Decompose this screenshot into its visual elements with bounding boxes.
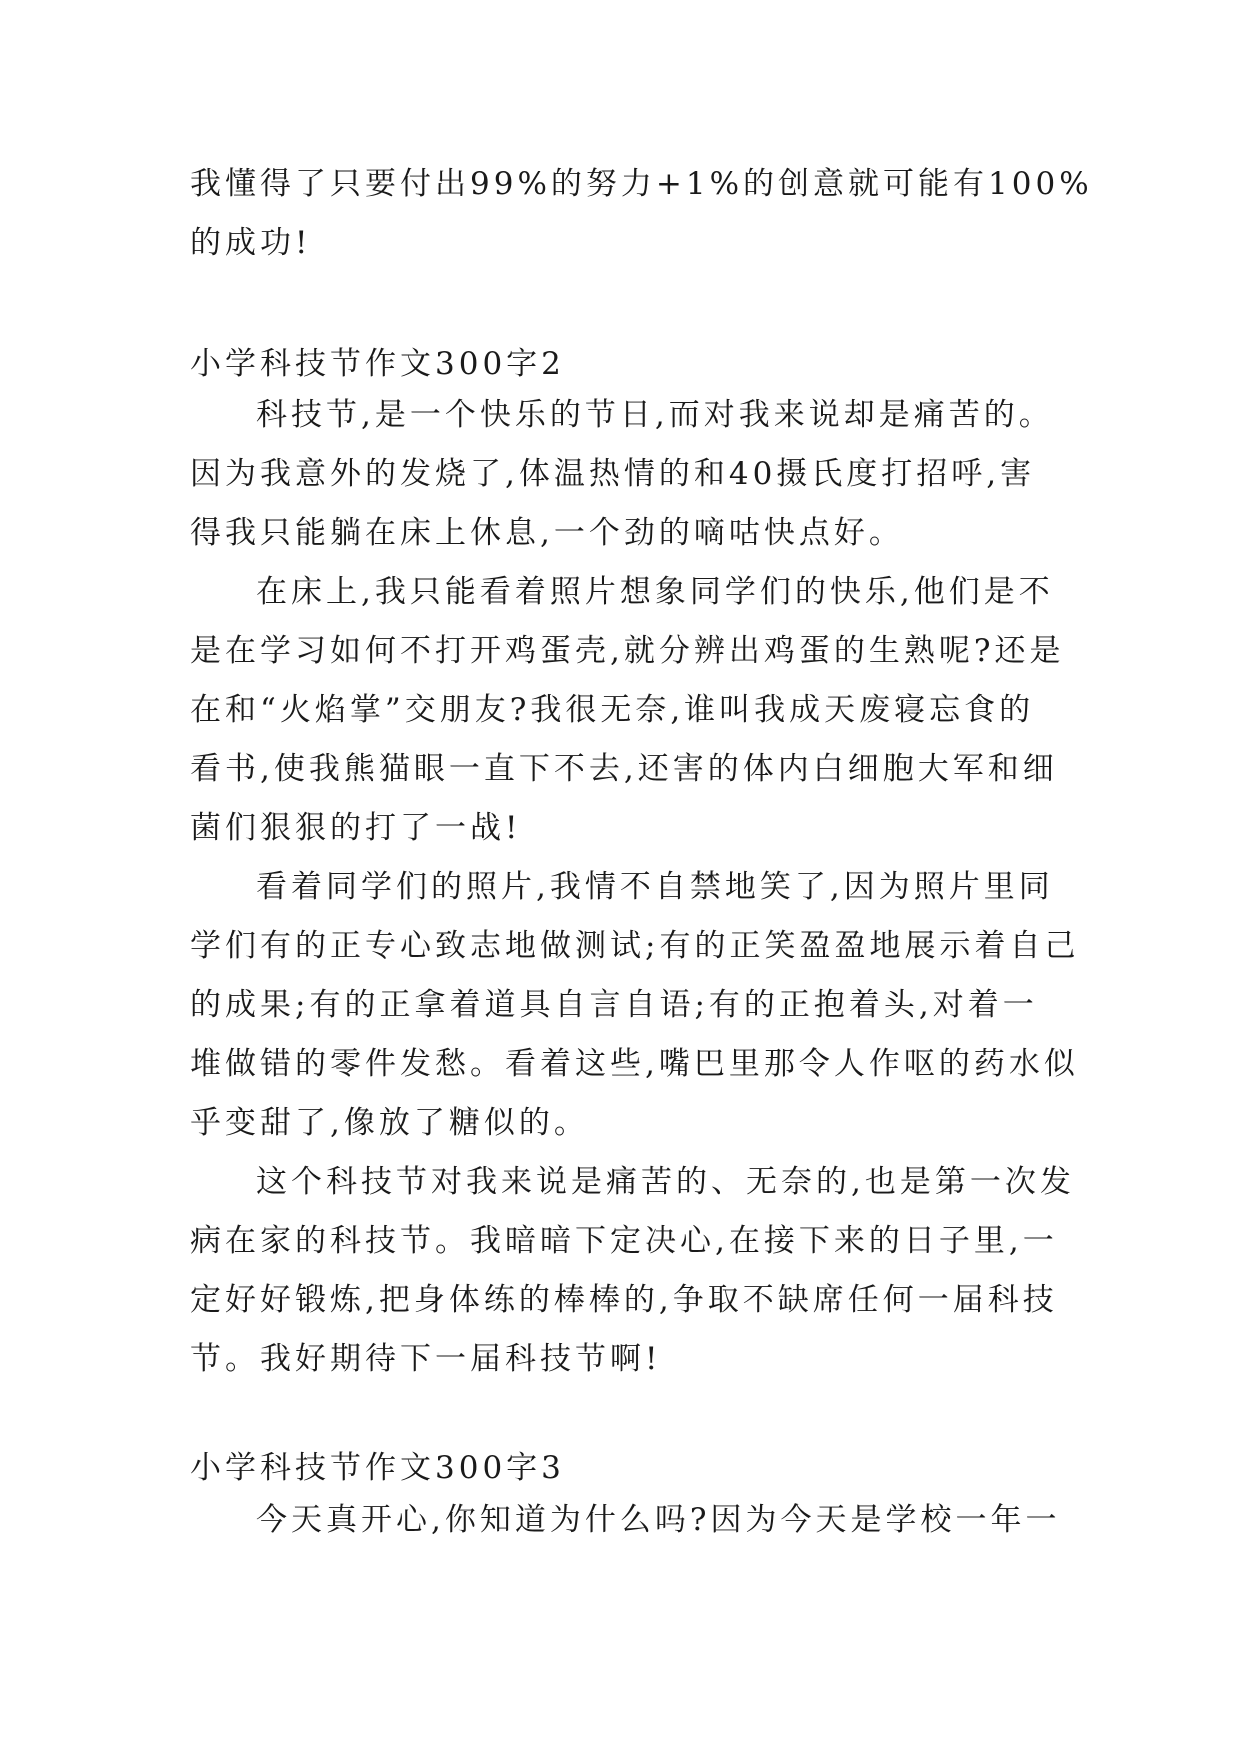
paragraph-line: 的成果;有的正拿着道具自言自语;有的正抱着头,对着一 bbox=[190, 987, 1038, 1023]
paragraph-line: 菌们狠狠的打了一战! bbox=[190, 810, 522, 846]
paragraph-line: 是在学习如何不打开鸡蛋壳,就分辨出鸡蛋的生熟呢?还是 bbox=[190, 633, 1065, 669]
paragraph-line: 我懂得了只要付出99%的努力+1%的创意就可能有100% bbox=[190, 166, 1093, 202]
paragraph-line: 科技节,是一个快乐的节日,而对我来说却是痛苦的。 bbox=[256, 397, 1054, 433]
paragraph-line: 的成功! bbox=[190, 225, 312, 261]
paragraph-line: 堆做错的零件发愁。看着这些,嘴巴里那令人作呕的药水似 bbox=[190, 1046, 1079, 1082]
paragraph-line: 在床上,我只能看着照片想象同学们的快乐,他们是不 bbox=[256, 574, 1054, 610]
paragraph-line: 病在家的科技节。我暗暗下定决心,在接下来的日子里,一 bbox=[190, 1223, 1058, 1259]
paragraph-line: 学们有的正专心致志地做测试;有的正笑盈盈地展示着自己 bbox=[190, 928, 1080, 964]
paragraph-line: 看着同学们的照片,我情不自禁地笑了,因为照片里同 bbox=[256, 869, 1054, 905]
section-heading: 小学科技节作文300字3 bbox=[190, 1450, 565, 1486]
paragraph-line: 在和“火焰掌”交朋友?我很无奈,谁叫我成天废寝忘食的 bbox=[190, 692, 1035, 728]
paragraph-line: 看书,使我熊猫眼一直下不去,还害的体内白细胞大军和细 bbox=[190, 751, 1058, 787]
paragraph-line: 乎变甜了,像放了糖似的。 bbox=[190, 1105, 589, 1141]
paragraph-line: 因为我意外的发烧了,体温热情的和40摄氏度打招呼,害 bbox=[190, 456, 1036, 492]
paragraph-line: 定好好锻炼,把身体练的棒棒的,争取不缺席任何一届科技 bbox=[190, 1282, 1058, 1318]
paragraph-line: 得我只能躺在床上休息,一个劲的嘀咕快点好。 bbox=[190, 515, 904, 551]
section-heading: 小学科技节作文300字2 bbox=[190, 346, 565, 382]
paragraph-line: 节。我好期待下一届科技节啊! bbox=[190, 1341, 662, 1377]
paragraph-line: 今天真开心,你知道为什么吗?因为今天是学校一年一 bbox=[256, 1502, 1061, 1538]
paragraph-line: 这个科技节对我来说是痛苦的、无奈的,也是第一次发 bbox=[256, 1164, 1075, 1200]
